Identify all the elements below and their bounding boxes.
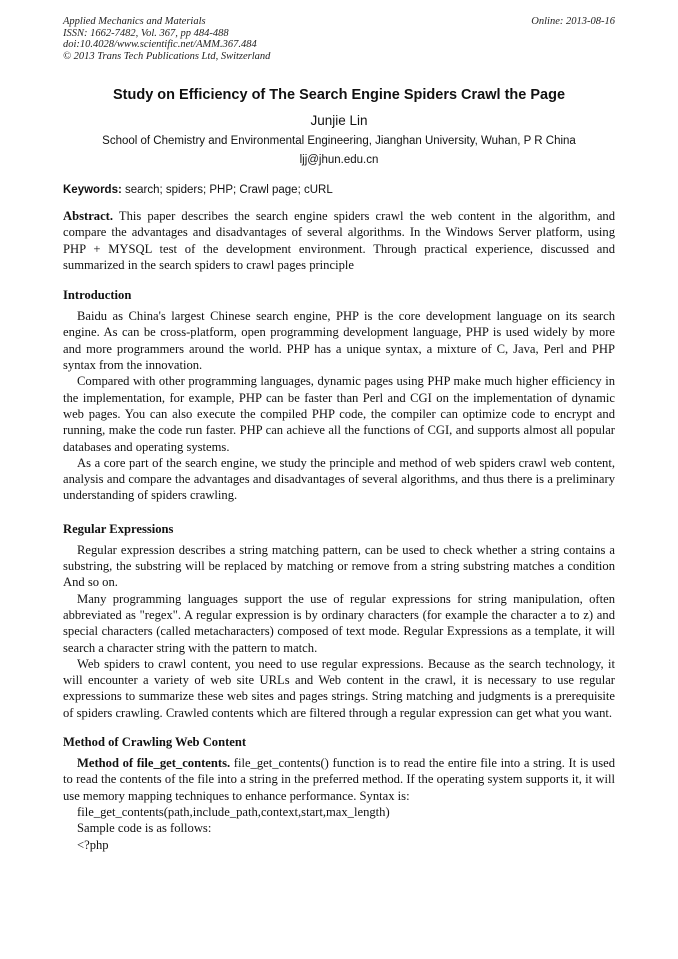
- paragraph: Compared with other programming languages, dynamic pages using PHP make much higher efficiency in the implementation, for example, PHP can be faster than Perl and CGI on the implementation of dynamic web pages. You can also execute the compiled PHP code, the compiler can optimize code to encrypt and running, make the code run faster. PHP can achieve all the functions of CGI, and supports almost all popular databases and operating systems.: [63, 374, 615, 454]
- paper-title: Study on Efficiency of The Search Engine Spiders Crawl the Page: [112, 87, 566, 103]
- abstract-text: This paper describes the search engine spiders crawl the web content in the algorithm, and compare the advantages and disadvantages of several algorithms. In the Windows Server platform, using PHP + MYSQL test of the development environment. Through practical experience, discussed and summarized in the search spiders to crawl pages principle: [63, 209, 615, 272]
- paragraph-text: file_get_contents() function is to read the entire file into a string. It is used to read the contents of the file into a string in the preferred method. If the operating system supports it, it will use memory mapping techniques to enhance performance. Syntax is:: [63, 756, 616, 803]
- author-name: Junjie Lin: [310, 113, 368, 128]
- paragraph: Web spiders to crawl content, you need to use regular expressions. Because as the search technology, it will encounter a variety of web site URLs and Web content in the crawl, it is necessary to use regular expressions to summarize these web sites and pages strings. String matching and judgments is a prerequisite of spiders crawling. Crawled contents which are filtered through a regular expression can get what you want.: [63, 656, 615, 720]
- author-email: ljj@jhun.edu.cn: [299, 154, 379, 166]
- online-date: Online: 2013-08-16: [531, 16, 615, 27]
- paragraph: As a core part of the search engine, we study the principle and method of web spiders crawl web content, analysis and compare the advantages and disadvantages of several algorithms, and thus there is a preliminary understanding of spiders crawling.: [63, 455, 615, 503]
- journal-copyright: © 2013 Trans Tech Publications Ltd, Switzerland: [63, 50, 271, 62]
- section-method: [63, 755, 615, 853]
- journal-header: [63, 16, 615, 62]
- sample-line: Sample code is as follows:: [77, 821, 212, 836]
- paragraph: Many programming languages support the use of regular expressions for string manipulation, often abbreviated as "regex". A regular expression is by ordinary characters (for example the character a to z) and special characters (called metacharacters) composed of text mode. Regular Expressions as a template, it will search a character string with the pattern to match.: [63, 591, 615, 655]
- author-affiliation: School of Chemistry and Environmental Engineering, Jianghan University, Wuhan, P R China: [102, 135, 576, 147]
- paragraph: Baidu as China's largest Chinese search engine, PHP is the core development language on its search engine. As can be cross-platform, open programming development language, PHP is used widely by more and more programmers around the world. PHP has a unique syntax, a mixture of C, Java, Perl and PHP syntax from the innovation.: [63, 309, 615, 373]
- section-heading-regex: Regular Expressions: [63, 521, 174, 536]
- paragraph: Regular expression describes a string matching pattern, can be used to check whether a string contains a substring, the substring will be replaced by matching or remove from a string substring matches a condition And so on.: [63, 542, 615, 590]
- code-line: <?php: [77, 837, 109, 852]
- subsection-label: Method of file_get_contents.: [77, 756, 231, 771]
- abstract-label: Abstract.: [63, 209, 114, 223]
- abstract: [63, 208, 615, 273]
- section-introduction: [63, 308, 615, 504]
- journal-doi: doi:10.4028/www.scientific.net/AMM.367.484: [63, 39, 257, 50]
- journal-issn: ISSN: 1662-7482, Vol. 367, pp 484-488: [63, 27, 229, 39]
- keywords: [63, 184, 615, 196]
- section-regex: [63, 542, 615, 721]
- section-heading-method: Method of Crawling Web Content: [63, 735, 247, 750]
- section-heading-introduction: Introduction: [63, 288, 132, 303]
- keywords-label: Keywords:: [63, 184, 122, 196]
- journal-name: Applied Mechanics and Materials: [63, 16, 206, 27]
- syntax-line: file_get_contents(path,include_path,context,start,max_length): [77, 804, 390, 819]
- keywords-text: search; spiders; PHP; Crawl page; cURL: [121, 184, 333, 196]
- paragraph: [63, 755, 615, 804]
